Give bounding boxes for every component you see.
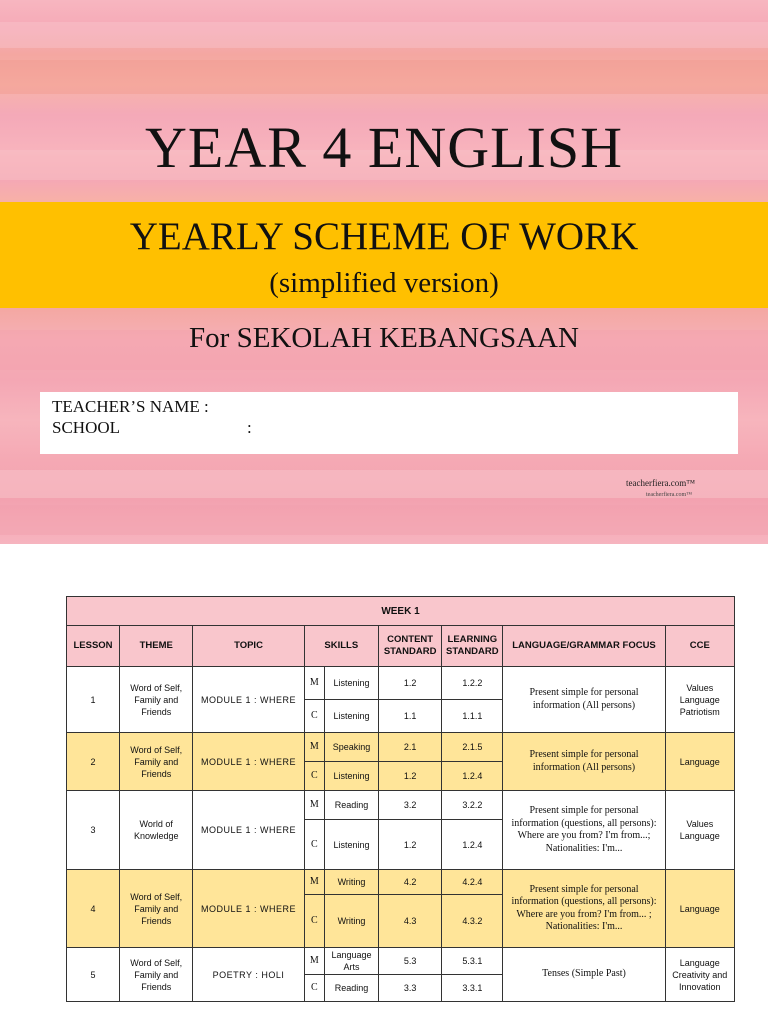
topic-cell: MODULE 1 : WHERE bbox=[193, 733, 304, 791]
content-standard-cell: 5.3 bbox=[379, 948, 442, 975]
cce-cell: Values Language Patriotism bbox=[665, 667, 734, 733]
skill-cell: Reading bbox=[324, 975, 378, 1002]
topic-cell: MODULE 1 : WHERE bbox=[193, 870, 304, 948]
teacher-name-label: TEACHER’S NAME : bbox=[52, 397, 209, 416]
paint-stroke bbox=[0, 60, 768, 94]
theme-cell: Word of Self, Family and Friends bbox=[120, 733, 193, 791]
skill-type: M bbox=[304, 791, 324, 820]
school-colon: : bbox=[247, 418, 252, 437]
school-label: SCHOOL bbox=[52, 418, 121, 437]
scheme-of-work-table bbox=[66, 596, 735, 1002]
skill-cell: Listening bbox=[324, 700, 378, 733]
theme-cell: Word of Self, Family and Friends bbox=[120, 667, 193, 733]
skill-type: C bbox=[304, 895, 324, 948]
header-learning-standard: LEARNING STANDARD bbox=[442, 626, 503, 667]
table-row bbox=[67, 870, 735, 895]
header-topic: TOPIC bbox=[193, 626, 304, 667]
skill-type: M bbox=[304, 948, 324, 975]
skill-type: C bbox=[304, 700, 324, 733]
header-skills: SKILLS bbox=[304, 626, 378, 667]
learning-standard-cell: 5.3.1 bbox=[442, 948, 503, 975]
header-language-focus: LANGUAGE/GRAMMAR FOCUS bbox=[503, 626, 665, 667]
skill-type: C bbox=[304, 762, 324, 791]
school-type: For SEKOLAH KEBANGSAAN bbox=[189, 322, 579, 354]
content-standard-cell: 3.2 bbox=[379, 791, 442, 820]
header-lesson: LESSON bbox=[67, 626, 120, 667]
theme-cell: World of Knowledge bbox=[120, 791, 193, 870]
skill-type: M bbox=[304, 733, 324, 762]
watermark-small: teacherfiera.com™ bbox=[646, 492, 693, 498]
lesson-number: 3 bbox=[67, 791, 120, 870]
learning-standard-cell: 1.2.2 bbox=[442, 667, 503, 700]
lesson-number: 4 bbox=[67, 870, 120, 948]
skill-cell: Listening bbox=[324, 667, 378, 700]
skill-cell: Speaking bbox=[324, 733, 378, 762]
paint-stroke bbox=[0, 505, 768, 535]
learning-standard-cell: 1.2.4 bbox=[442, 762, 503, 791]
theme-cell: Word of Self, Family and Friends bbox=[120, 870, 193, 948]
content-standard-cell: 4.3 bbox=[379, 895, 442, 948]
document-subtitle: YEARLY SCHEME OF WORK bbox=[129, 215, 639, 258]
table-row bbox=[67, 948, 735, 975]
skill-cell: Language Arts bbox=[324, 948, 378, 975]
week-row bbox=[67, 597, 735, 626]
teacher-name-line bbox=[52, 397, 209, 417]
skill-type: C bbox=[304, 975, 324, 1002]
table-row bbox=[67, 733, 735, 762]
language-focus-cell: Present simple for personal information (All persons) bbox=[503, 733, 665, 791]
skill-cell: Listening bbox=[324, 762, 378, 791]
learning-standard-cell: 1.2.4 bbox=[442, 820, 503, 870]
skill-cell: Writing bbox=[324, 895, 378, 948]
learning-standard-cell: 4.3.2 bbox=[442, 895, 503, 948]
version-note: (simplified version) bbox=[269, 267, 499, 299]
lesson-number: 1 bbox=[67, 667, 120, 733]
content-standard-cell: 1.2 bbox=[379, 667, 442, 700]
content-standard-cell: 1.2 bbox=[379, 762, 442, 791]
cce-cell: Language bbox=[665, 733, 734, 791]
language-focus-cell: Present simple for personal information (questions, all persons): Where are you from? I'm from... ; Nationalities: I'm... bbox=[503, 870, 665, 948]
table-row bbox=[67, 791, 735, 820]
table-row bbox=[67, 667, 735, 700]
skill-cell: Listening bbox=[324, 820, 378, 870]
language-focus-cell: Present simple for personal information (questions, all persons): Where are you from? I'm from...; Nationalities: I'm... bbox=[503, 791, 665, 870]
skill-type: M bbox=[304, 870, 324, 895]
topic-cell: MODULE 1 : WHERE bbox=[193, 791, 304, 870]
cce-cell: Language bbox=[665, 870, 734, 948]
cce-cell: Language Creativity and Innovation bbox=[665, 948, 734, 1002]
content-standard-cell: 4.2 bbox=[379, 870, 442, 895]
lesson-number: 2 bbox=[67, 733, 120, 791]
learning-standard-cell: 3.3.1 bbox=[442, 975, 503, 1002]
teacher-info-box bbox=[40, 392, 738, 454]
week-label: WEEK 1 bbox=[67, 597, 735, 626]
topic-cell: POETRY : HOLI bbox=[193, 948, 304, 1002]
language-focus-cell: Present simple for personal information (All persons) bbox=[503, 667, 665, 733]
school-line bbox=[52, 418, 252, 438]
paint-stroke bbox=[0, 22, 768, 48]
skill-cell: Reading bbox=[324, 791, 378, 820]
document-title: YEAR 4 ENGLISH bbox=[145, 115, 623, 180]
header-theme: THEME bbox=[120, 626, 193, 667]
learning-standard-cell: 3.2.2 bbox=[442, 791, 503, 820]
header-cce: CCE bbox=[665, 626, 734, 667]
content-standard-cell: 3.3 bbox=[379, 975, 442, 1002]
header-content-standard: CONTENT STANDARD bbox=[379, 626, 442, 667]
header-row bbox=[67, 626, 735, 667]
theme-cell: Word of Self, Family and Friends bbox=[120, 948, 193, 1002]
lesson-number: 5 bbox=[67, 948, 120, 1002]
content-standard-cell: 1.2 bbox=[379, 820, 442, 870]
learning-standard-cell: 4.2.4 bbox=[442, 870, 503, 895]
skill-type: C bbox=[304, 820, 324, 870]
topic-cell: MODULE 1 : WHERE bbox=[193, 667, 304, 733]
cce-cell: Values Language bbox=[665, 791, 734, 870]
content-standard-cell: 1.1 bbox=[379, 700, 442, 733]
content-standard-cell: 2.1 bbox=[379, 733, 442, 762]
skill-type: M bbox=[304, 667, 324, 700]
watermark: teacherfiera.com™ bbox=[626, 478, 696, 488]
language-focus-cell: Tenses (Simple Past) bbox=[503, 948, 665, 1002]
learning-standard-cell: 1.1.1 bbox=[442, 700, 503, 733]
skill-cell: Writing bbox=[324, 870, 378, 895]
learning-standard-cell: 2.1.5 bbox=[442, 733, 503, 762]
